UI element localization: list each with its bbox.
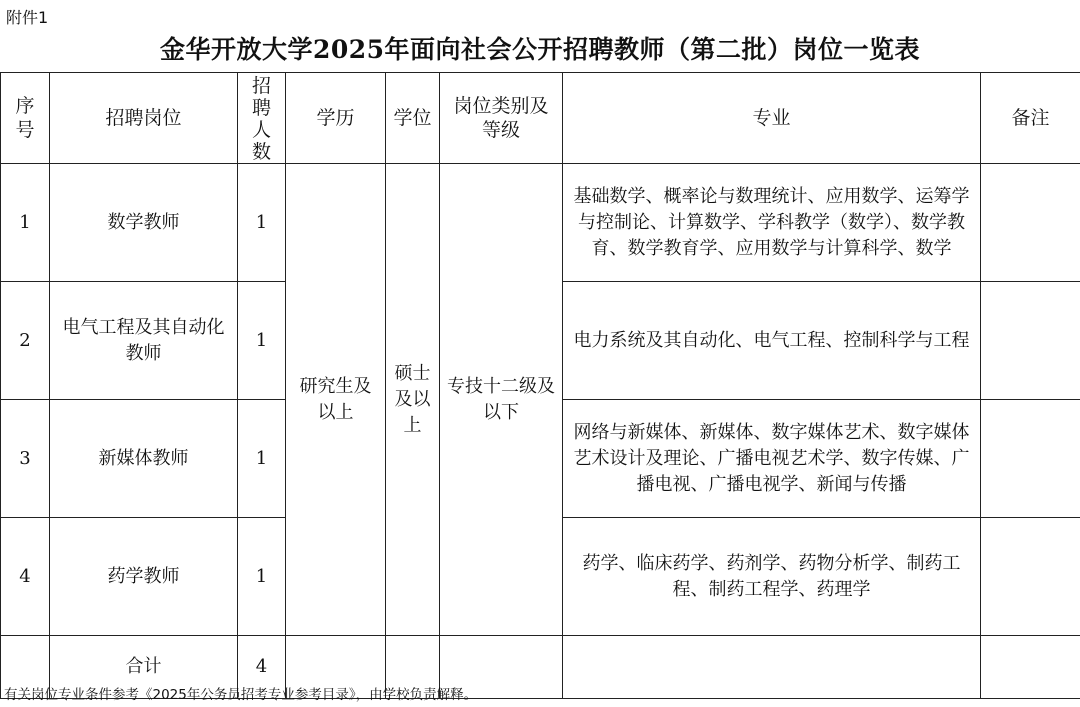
- footnote: 有关岗位专业条件参考《2025年公务员招考专业参考目录》，由学校负责解释。: [4, 687, 478, 703]
- row-major: 网络与新媒体、新媒体、数字媒体艺术、数字媒体艺术设计及理论、广播电视艺术学、数字传媒、广播电视、广播电视学、新闻与传播: [563, 400, 981, 518]
- page-title: 金华开放大学2025年面向社会公开招聘教师（第二批）岗位一览表: [159, 35, 921, 64]
- attachment-label: 附件1: [6, 8, 49, 27]
- row-count: 1: [238, 400, 286, 518]
- shared-education: 研究生及以上: [286, 164, 386, 636]
- header-major: 专业: [563, 73, 981, 164]
- row-position: 新媒体教师: [50, 400, 238, 518]
- row-position: 药学教师: [50, 518, 238, 636]
- shared-degree: 硕士及以上: [386, 164, 440, 636]
- row-remark: [981, 400, 1080, 518]
- total-remark-cell: [981, 636, 1080, 699]
- table-header-row: [1, 73, 1080, 164]
- row-count: 1: [238, 518, 286, 636]
- header-degree: 学位: [386, 73, 440, 164]
- header-education: 学历: [286, 73, 386, 164]
- row-count: 1: [238, 282, 286, 400]
- row-remark: [981, 518, 1080, 636]
- row-major: 药学、临床药学、药剂学、药物分析学、制药工程、制药工程学、药理学: [563, 518, 981, 636]
- row-position: 数学教师: [50, 164, 238, 282]
- header-seq: 序号: [1, 73, 50, 164]
- shared-category: 专技十二级及以下: [440, 164, 563, 636]
- row-major: 电力系统及其自动化、电气工程、控制科学与工程: [563, 282, 981, 400]
- row-count: 1: [238, 164, 286, 282]
- row-position: 电气工程及其自动化教师: [50, 282, 238, 400]
- positions-table: [0, 72, 1080, 699]
- row-remark: [981, 282, 1080, 400]
- header-position: 招聘岗位: [50, 73, 238, 164]
- row-seq: 4: [1, 518, 50, 636]
- row-seq: 2: [1, 282, 50, 400]
- row-remark: [981, 164, 1080, 282]
- row-seq: 3: [1, 400, 50, 518]
- row-seq: 1: [1, 164, 50, 282]
- table-row: [1, 164, 1080, 282]
- header-category: 岗位类别及等级: [440, 73, 563, 164]
- total-label: 合计: [50, 636, 238, 699]
- total-major-cell: [563, 636, 981, 699]
- header-count: 招聘人数: [238, 73, 286, 164]
- row-major: 基础数学、概率论与数理统计、应用数学、运筹学与控制论、计算数学、学科教学（数学）、数学教育、数学教育学、应用数学与计算科学、数学: [563, 164, 981, 282]
- header-remark: 备注: [981, 73, 1080, 164]
- total-count: 4: [238, 636, 286, 699]
